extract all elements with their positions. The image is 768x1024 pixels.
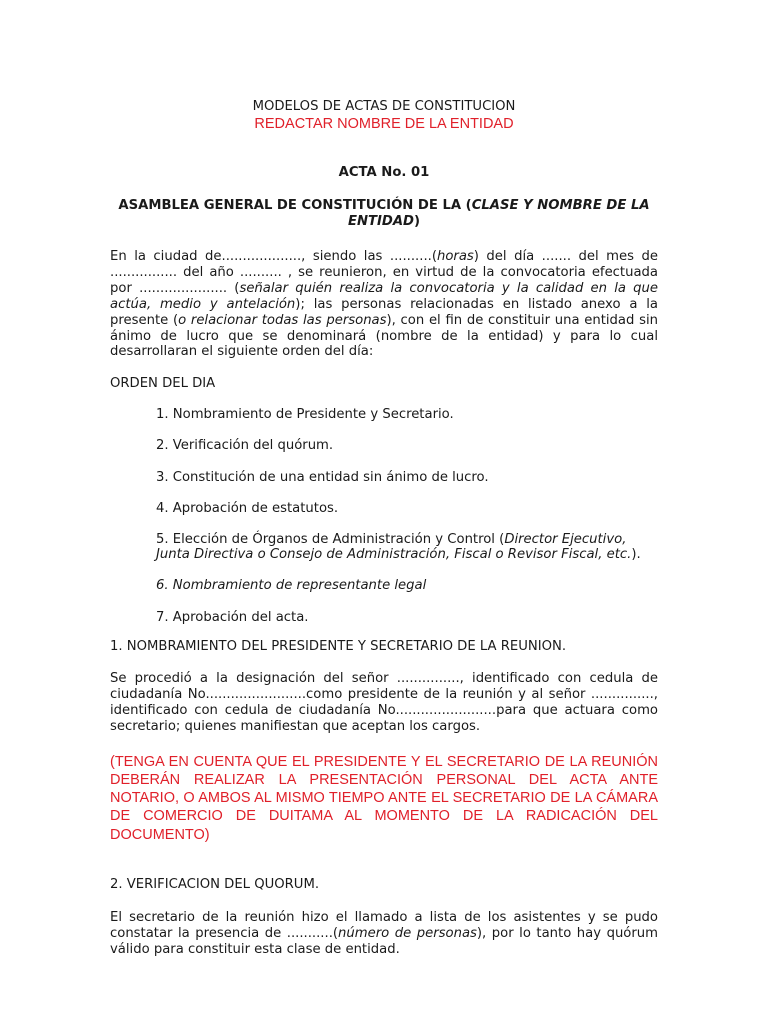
section-2-text-b: ), por lo tanto hay quórum válido para constituir esta clase de entidad. <box>110 925 658 957</box>
intro-text-4: ), con el fin de constituir una entidad sin ánimo de lucro que se denominará (nombre de la entidad) y para lo cual desarrollaran el siguiente orden del día: <box>110 312 658 360</box>
intro-text-2: ) del día ....... del mes de ................ del año .......... , se reunieron, en virtud de la convocatoria efectuada por ..................... ( <box>110 249 658 296</box>
agenda-item: 7. Aprobación del acta. <box>156 609 309 625</box>
intro-text-1: En la ciudad de..................., siendo las ..........( <box>110 249 437 264</box>
document-title: MODELOS DE ACTAS DE CONSTITUCION <box>252 99 516 114</box>
section-2-text-a: El secretario de la reunión hizo el llamado a lista de los asistentes y se pudo constatar la presencia de ...........( <box>110 909 658 941</box>
agenda-item-5-italic: Director Ejecutivo, Junta Directiva o Consejo de Administración, Fiscal o Revisor Fiscal, etc. <box>156 531 632 563</box>
section-2-italic: número de personas <box>338 925 477 941</box>
section-1-heading: 1. NOMBRAMIENTO DEL PRESIDENTE Y SECRETARIO DE LA REUNION. <box>110 639 567 655</box>
intro-italic-hours: horas <box>436 249 474 264</box>
intro-italic-convocation: señalar quién realiza la convocatoria y la calidad en la que actúa, medio y antelación <box>110 280 659 312</box>
agenda-list <box>110 407 658 625</box>
notary-warning: (TENGA EN CUENTA QUE EL PRESIDENTE Y EL SECRETARIO DE LA REUNIÓN DEBERÁN REALIZAR LA PRESENTACIÓN PERSONAL DEL ACTA ANTE NOTARIO, O AMBOS AL MISMO TIEMPO ANTE EL SECRETARIO DE LA CÁMARA DE COMERCIO DE DUITAMA AL MOMENTO DE LA RADICACIÓN DEL DOCUMENTO) <box>110 753 658 843</box>
assembly-title-prefix: ASAMBLEA GENERAL DE CONSTITUCIÓN DE LA ( <box>118 198 472 213</box>
agenda-item: 4. Aprobación de estatutos. <box>156 500 339 516</box>
assembly-title-entity: CLASE Y NOMBRE DE LA ENTIDAD <box>347 198 650 229</box>
agenda-heading: ORDEN DEL DIA <box>110 376 216 392</box>
agenda-item-5-text: 5. Elección de Órganos de Administración y Control ( <box>156 531 505 547</box>
intro-text-3: ); las personas relacionadas en listado anexo a la presente ( <box>110 296 658 328</box>
intro-paragraph <box>110 249 658 360</box>
intro-italic-persons: o relacionar todas las personas <box>178 312 387 328</box>
assembly-title-suffix: ) <box>414 214 421 229</box>
acta-number: ACTA No. 01 <box>338 165 430 180</box>
agenda-item: 1. Nombramiento de Presidente y Secretario. <box>156 407 454 423</box>
section-1-body: Se procedió a la designación del señor ..............., identificado con cedula de ciudadanía No........................como presidente de la reunión y al señor ..............., identificado con cedula de ciudadanía No........................para que actuara como secretario; quienes manifiestan que aceptan los cargos. <box>110 671 658 734</box>
document-page <box>110 98 658 957</box>
section-2-body <box>110 910 658 958</box>
section-2-heading: 2. VERIFICACION DEL QUORUM. <box>110 876 320 892</box>
agenda-item: 2. Verificación del quórum. <box>156 438 334 454</box>
agenda-item-5-end: ). <box>631 547 641 563</box>
agenda-item <box>156 532 658 563</box>
assembly-title <box>110 198 658 230</box>
agenda-item: 3. Constitución de una entidad sin ánimo de lucro. <box>156 469 489 485</box>
entity-name-placeholder: REDACTAR NOMBRE DE LA ENTIDAD <box>254 116 514 132</box>
agenda-item: 6. Nombramiento de representante legal <box>156 578 427 594</box>
